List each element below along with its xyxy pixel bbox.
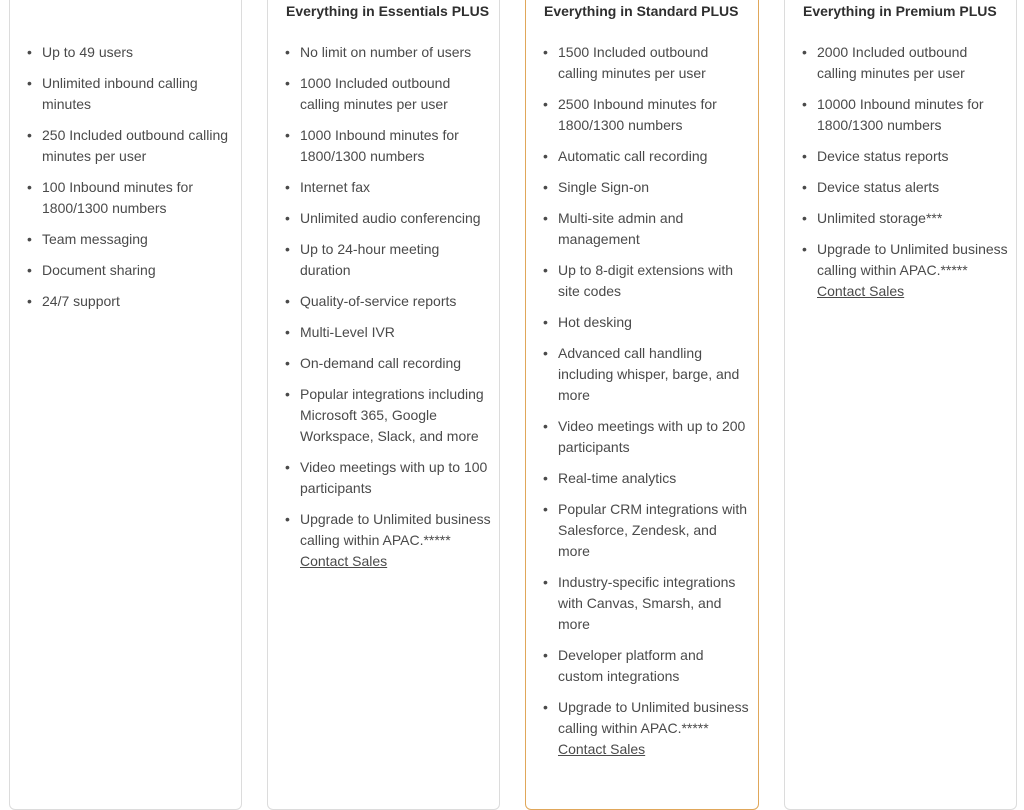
- feature-item: [284, 208, 491, 229]
- feature-text: Popular integrations including Microsoft 365, Google Workspace, Slack, and more: [300, 386, 484, 444]
- feature-text: 10000 Inbound minutes for 1800/1300 numbers: [817, 96, 984, 133]
- feature-text: Document sharing: [42, 262, 156, 278]
- bullet-icon: •: [543, 179, 548, 195]
- feature-item: [542, 177, 750, 198]
- bullet-icon: •: [543, 314, 548, 330]
- bullet-icon: •: [543, 418, 548, 434]
- feature-text: Upgrade to Unlimited business calling within APAC.*****: [558, 699, 749, 736]
- feature-list: [284, 42, 491, 582]
- feature-item: [284, 384, 491, 447]
- feature-item: [26, 229, 233, 250]
- bullet-icon: •: [27, 75, 32, 91]
- feature-item: [542, 697, 750, 760]
- feature-item: [26, 125, 233, 167]
- bullet-icon: •: [27, 179, 32, 195]
- bullet-icon: •: [27, 231, 32, 247]
- feature-text: Upgrade to Unlimited business calling within APAC.*****: [817, 241, 1008, 278]
- bullet-icon: •: [543, 699, 548, 715]
- bullet-icon: •: [285, 355, 290, 371]
- bullet-icon: •: [27, 44, 32, 60]
- feature-text: Device status alerts: [817, 179, 940, 195]
- feature-item: [284, 353, 491, 374]
- bullet-icon: •: [285, 179, 290, 195]
- bullet-icon: •: [543, 501, 548, 517]
- feature-item: [26, 291, 233, 312]
- feature-text: Team messaging: [42, 231, 148, 247]
- contact-sales-link[interactable]: Contact Sales: [558, 741, 646, 757]
- feature-text: 24/7 support: [42, 293, 120, 309]
- bullet-icon: •: [285, 293, 290, 309]
- feature-item: [542, 572, 750, 635]
- bullet-icon: •: [285, 511, 290, 527]
- feature-text: Popular CRM integrations with Salesforce, Zendesk, and more: [558, 501, 748, 559]
- feature-item: [284, 42, 491, 63]
- feature-text: Unlimited audio conferencing: [300, 210, 481, 226]
- feature-item: [801, 208, 1008, 229]
- bullet-icon: •: [543, 148, 548, 164]
- feature-text: Developer platform and custom integrations: [558, 647, 704, 684]
- feature-item: [542, 42, 750, 84]
- feature-list: [801, 42, 1008, 312]
- feature-item: [542, 208, 750, 250]
- feature-text: Unlimited inbound calling minutes: [42, 75, 198, 112]
- feature-text: Industry-specific integrations with Canvas, Smarsh, and more: [558, 574, 736, 632]
- feature-text: 100 Inbound minutes for 1800/1300 numbers: [42, 179, 193, 216]
- bullet-icon: •: [802, 210, 807, 226]
- feature-item: [26, 177, 233, 219]
- bullet-icon: •: [285, 75, 290, 91]
- feature-text: Automatic call recording: [558, 148, 708, 164]
- feature-item: [801, 239, 1008, 302]
- feature-text: Video meetings with up to 200 participants: [558, 418, 746, 455]
- bullet-icon: •: [27, 127, 32, 143]
- feature-text: Advanced call handling including whisper, barge, and more: [558, 345, 740, 403]
- feature-text: 2500 Inbound minutes for 1800/1300 numbers: [558, 96, 717, 133]
- bullet-icon: •: [285, 386, 290, 402]
- feature-item: [801, 94, 1008, 136]
- feature-item: [542, 416, 750, 458]
- feature-item: [542, 468, 750, 489]
- feature-item: [284, 73, 491, 115]
- bullet-icon: •: [802, 148, 807, 164]
- feature-text: Single Sign-on: [558, 179, 650, 195]
- bullet-icon: •: [285, 241, 290, 257]
- feature-item: [542, 343, 750, 406]
- feature-text: Upgrade to Unlimited business calling within APAC.*****: [300, 511, 491, 548]
- bullet-icon: •: [543, 96, 548, 112]
- plan-heading: Everything in Premium PLUS: [803, 3, 997, 19]
- feature-item: [542, 94, 750, 136]
- feature-item: [801, 146, 1008, 167]
- plan-card-standard: [267, 0, 500, 810]
- contact-sales-link[interactable]: Contact Sales: [300, 553, 388, 569]
- feature-text: 1000 Inbound minutes for 1800/1300 numbers: [300, 127, 459, 164]
- bullet-icon: •: [802, 44, 807, 60]
- feature-item: [284, 125, 491, 167]
- feature-text: Up to 49 users: [42, 44, 134, 60]
- bullet-icon: •: [285, 127, 290, 143]
- bullet-icon: •: [285, 210, 290, 226]
- plan-heading: Everything in Essentials PLUS: [286, 3, 490, 19]
- plan-card-ultimate: [784, 0, 1017, 810]
- feature-text: Internet fax: [300, 179, 371, 195]
- feature-item: [284, 457, 491, 499]
- feature-item: [542, 312, 750, 333]
- bullet-icon: •: [802, 96, 807, 112]
- feature-text: Unlimited storage***: [817, 210, 943, 226]
- feature-item: [542, 645, 750, 687]
- feature-item: [284, 177, 491, 198]
- feature-item: [801, 42, 1008, 84]
- bullet-icon: •: [802, 241, 807, 257]
- bullet-icon: •: [27, 293, 32, 309]
- bullet-icon: •: [285, 44, 290, 60]
- feature-text: Multi-Level IVR: [300, 324, 395, 340]
- plan-card-essentials: [9, 0, 242, 810]
- bullet-icon: •: [543, 647, 548, 663]
- feature-text: Multi-site admin and management: [558, 210, 684, 247]
- feature-text: Device status reports: [817, 148, 949, 164]
- bullet-icon: •: [27, 262, 32, 278]
- bullet-icon: •: [543, 470, 548, 486]
- feature-list: [26, 42, 233, 322]
- bullet-icon: •: [543, 262, 548, 278]
- feature-item: [542, 260, 750, 302]
- feature-list: [542, 42, 750, 770]
- bullet-icon: •: [285, 324, 290, 340]
- feature-item: [542, 499, 750, 562]
- feature-text: Quality-of-service reports: [300, 293, 457, 309]
- feature-item: [284, 509, 491, 572]
- feature-text: 1500 Included outbound calling minutes per user: [558, 44, 709, 81]
- feature-text: Up to 8-digit extensions with site codes: [558, 262, 734, 299]
- feature-text: Video meetings with up to 100 participants: [300, 459, 488, 496]
- feature-text: Real-time analytics: [558, 470, 677, 486]
- feature-item: [542, 146, 750, 167]
- plan-card-premium: [525, 0, 759, 810]
- feature-text: Hot desking: [558, 314, 632, 330]
- feature-text: 250 Included outbound calling minutes per user: [42, 127, 229, 164]
- contact-sales-link[interactable]: Contact Sales: [817, 283, 905, 299]
- bullet-icon: •: [543, 574, 548, 590]
- feature-item: [284, 291, 491, 312]
- feature-text: Up to 24-hour meeting duration: [300, 241, 440, 278]
- bullet-icon: •: [543, 210, 548, 226]
- feature-item: [26, 73, 233, 115]
- feature-text: 2000 Included outbound calling minutes per user: [817, 44, 968, 81]
- feature-text: No limit on number of users: [300, 44, 472, 60]
- bullet-icon: •: [543, 345, 548, 361]
- feature-item: [26, 260, 233, 281]
- feature-text: On-demand call recording: [300, 355, 462, 371]
- feature-item: [284, 239, 491, 281]
- bullet-icon: •: [802, 179, 807, 195]
- feature-item: [26, 42, 233, 63]
- plan-heading: Everything in Standard PLUS: [544, 3, 739, 19]
- feature-item: [284, 322, 491, 343]
- feature-text: 1000 Included outbound calling minutes per user: [300, 75, 451, 112]
- bullet-icon: •: [285, 459, 290, 475]
- feature-item: [801, 177, 1008, 198]
- bullet-icon: •: [543, 44, 548, 60]
